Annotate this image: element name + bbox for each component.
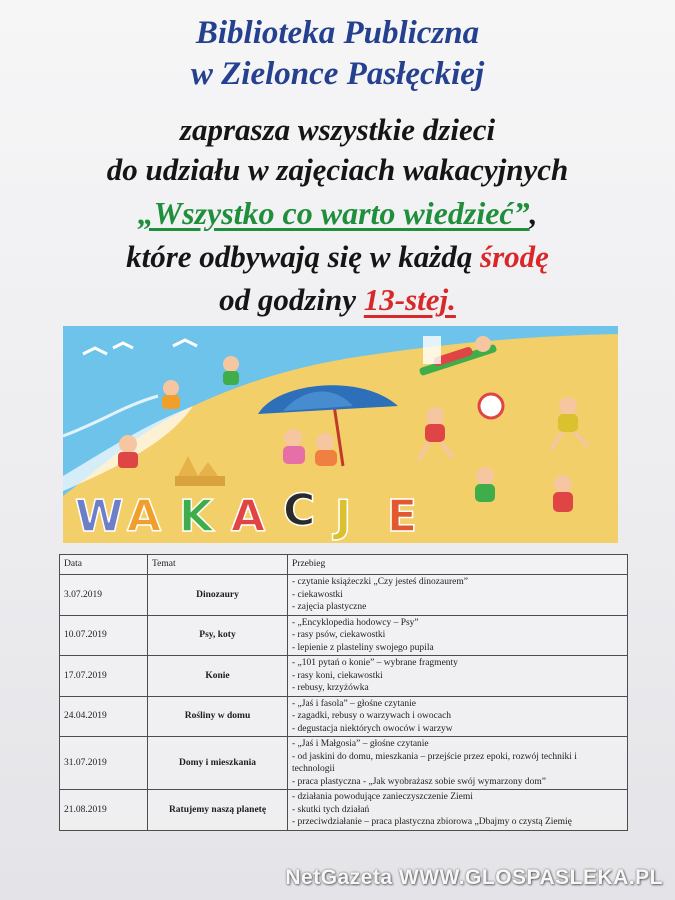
header-course: Przebieg: [288, 555, 628, 575]
activity-item: - „Encyklopedia hodowcy – Psy”: [292, 617, 419, 628]
row-activities: [288, 790, 628, 831]
program-title-line: „Wszystko co warto wiedzieć”,: [137, 195, 538, 231]
weekday-highlight: środę: [480, 239, 549, 274]
schedule-table: [59, 554, 628, 831]
activity-item: - „101 pytań o konie” – wybrane fragmenty: [292, 658, 458, 668]
wakacje-letter: J: [335, 491, 352, 542]
row-topic: Psy, koty: [148, 615, 288, 656]
row-date: 21.08.2019: [60, 790, 148, 831]
row-activities: [288, 737, 628, 790]
row-activities: [288, 575, 628, 616]
row-date: 3.07.2019: [60, 575, 148, 616]
watermark: NetGazeta WWW.GLOSPASLEKA.PL: [285, 866, 663, 889]
activity-item: - lepienie z plasteliny swojego pupila: [292, 642, 434, 653]
activity-item: technologii: [292, 764, 335, 774]
row-date: 24.04.2019: [60, 696, 148, 737]
activity-item: - rasy koni, ciekawostki: [292, 670, 383, 681]
wakacje-letter: K: [179, 491, 214, 542]
invitation-line: zaprasza wszystkie dzieci: [179, 112, 496, 147]
row-topic: Rośliny w domu: [148, 696, 288, 737]
schedule-day-line: które odbywają się w każdą środę: [126, 239, 549, 274]
table-row: [60, 696, 628, 737]
side-table: [423, 336, 441, 364]
activity-item: - praca plastyczna - „Jak wyobrażasz sobie swój wymarzony dom”: [292, 776, 547, 787]
row-topic: Domy i mieszkania: [148, 737, 288, 790]
activity-item: - „Jaś i Małgosia” – głośne czytanie: [292, 739, 429, 749]
invitation-line-2: do udziału w zajęciach wakacyjnych: [106, 152, 569, 187]
schedule-time-line: od godziny 13-stej.: [219, 282, 456, 317]
header-date: Data: [60, 555, 148, 575]
activity-item: - rasy psów, ciekawostki: [292, 630, 386, 640]
activity-item: - przeciwdziałanie – praca plastyczna zbiorowa „Dbajmy o czystą Ziemię: [292, 817, 572, 827]
activity-item: - zajęcia plastyczne: [292, 602, 367, 612]
activity-item: - ciekawostki: [292, 589, 343, 600]
table-row: [60, 790, 628, 831]
table-row: [60, 656, 628, 697]
library-name-line: Biblioteka Publiczna: [195, 15, 480, 51]
table-row: [60, 737, 628, 790]
child-bottom-right: [553, 475, 573, 512]
row-topic: Dinozaury: [148, 575, 288, 616]
activity-item: - degustacja niektórych owoców i warzyw: [292, 723, 453, 734]
activity-item: - skutki tych działań: [292, 804, 370, 815]
activity-item: - rebusy, krzyżówka: [292, 683, 369, 693]
time-highlight: 13-stej.: [363, 282, 456, 317]
header-topic: Temat: [148, 555, 288, 575]
table-row: [60, 575, 628, 616]
activity-item: - czytanie książeczki „Czy jesteś dinozaurem”: [292, 577, 468, 587]
wakacje-letter: E: [387, 491, 418, 542]
table-row: [60, 615, 628, 656]
row-topic: Konie: [148, 656, 288, 697]
wakacje-letter: A: [127, 491, 162, 542]
activity-item: - „Jaś i fasola” – głośne czytanie: [292, 698, 416, 709]
row-date: 10.07.2019: [60, 615, 148, 656]
wakacje-letter: C: [283, 485, 316, 536]
wakacje-letter: W: [75, 491, 124, 542]
beach-ball: [479, 394, 503, 418]
beach-scene-svg: [63, 326, 618, 543]
row-activities: [288, 615, 628, 656]
library-location-line: w Zielonce Pasłęckiej: [190, 56, 485, 92]
activity-item: - zagadki, rebusy o warzywach i owocach: [292, 711, 452, 721]
child-bottom-center: [475, 467, 495, 502]
row-topic: Ratujemy naszą planetę: [148, 790, 288, 831]
row-activities: [288, 696, 628, 737]
row-date: 17.07.2019: [60, 656, 148, 697]
wakacje-letter: A: [231, 491, 266, 542]
row-date: 31.07.2019: [60, 737, 148, 790]
table-header-row: [60, 555, 628, 575]
activity-item: - działania powodujące zanieczyszczenie Ziemi: [292, 792, 473, 802]
row-activities: [288, 656, 628, 697]
beach-illustration: [63, 326, 618, 543]
activity-item: - od jaskini do domu, mieszkania – przejście przez epoki, rozwój techniki i: [292, 751, 577, 762]
program-title: „Wszystko co warto wiedzieć”: [137, 195, 530, 231]
